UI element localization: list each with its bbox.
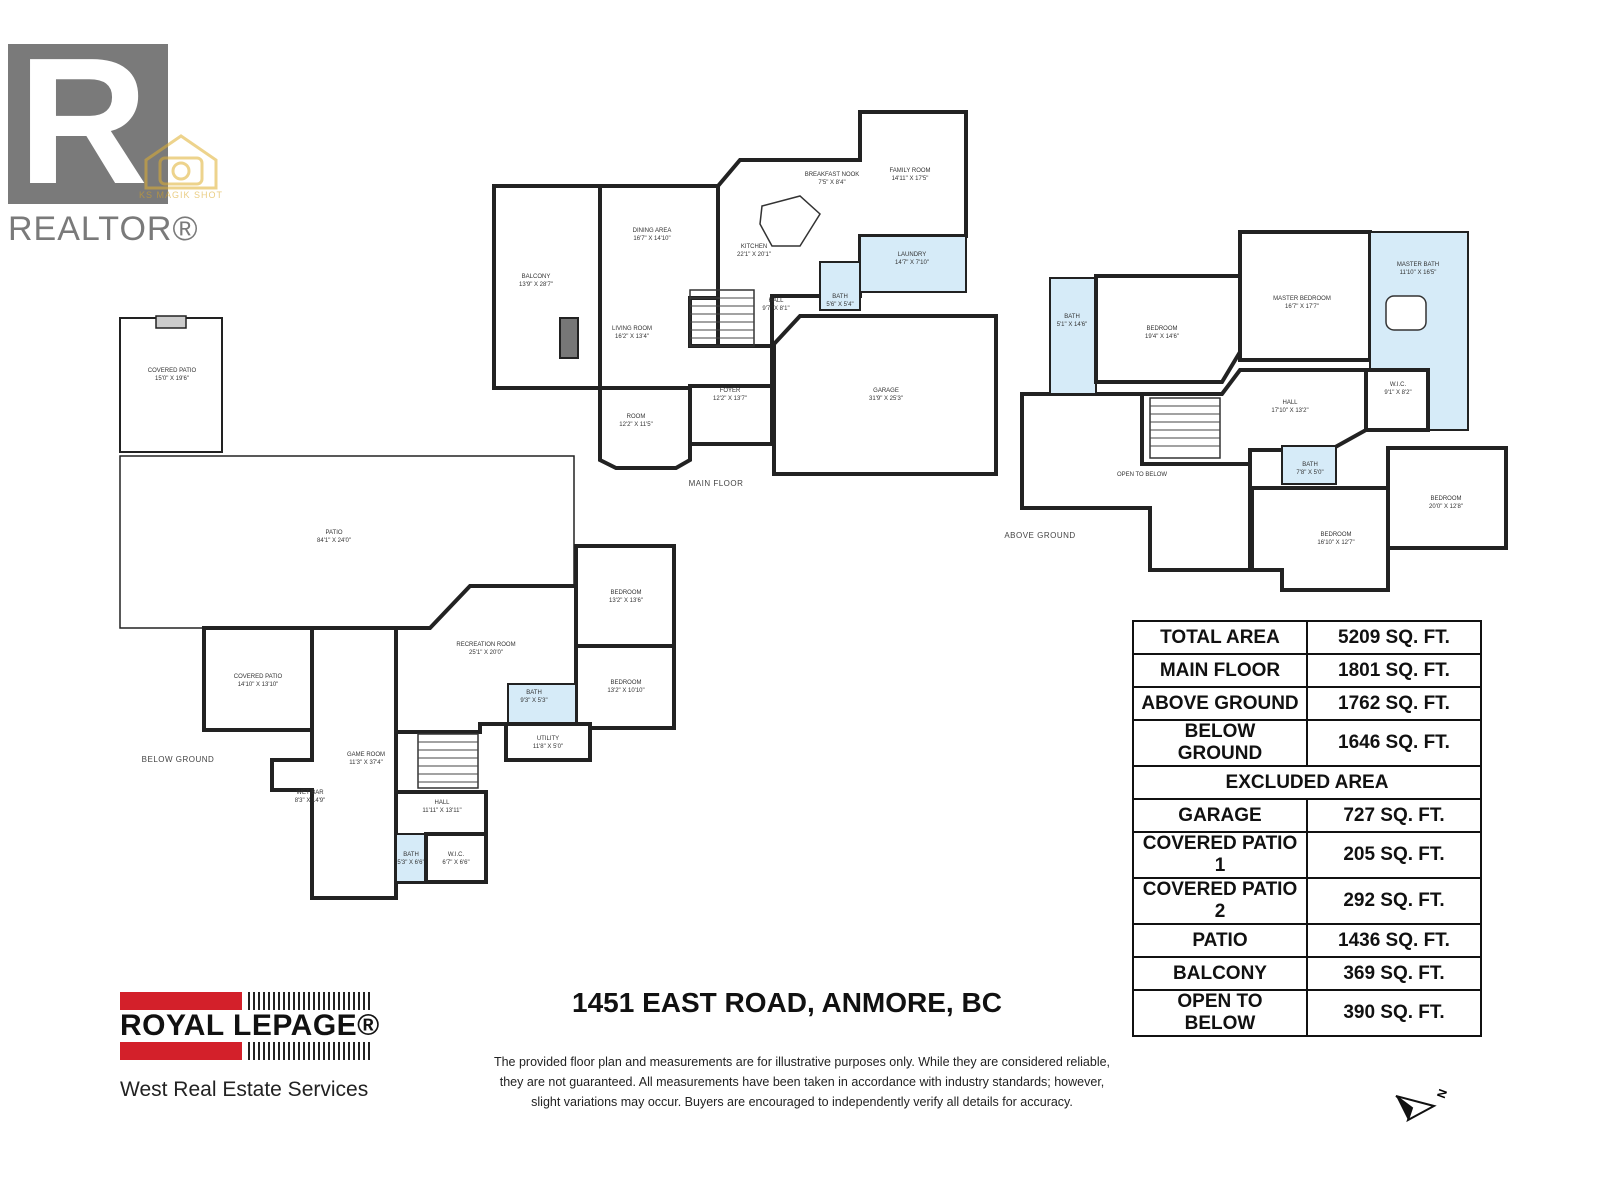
main-floor-label: MAIN FLOOR xyxy=(688,479,744,488)
area-table xyxy=(1132,620,1482,1037)
svg-text:BATH xyxy=(1302,462,1318,468)
below-game-name: GAME ROOM xyxy=(346,752,386,758)
svg-text:W.I.C. xyxy=(1390,382,1407,388)
agency-logo-red-bar-bottom xyxy=(120,1042,242,1060)
below-bbq xyxy=(156,316,186,328)
svg-text:ABOVE GROUND xyxy=(1004,531,1075,540)
above-master-bed-dims: 16'7" X 17'7" xyxy=(1285,304,1319,310)
main-hall-name: HALL xyxy=(768,298,784,304)
svg-text:BATH xyxy=(832,294,848,300)
svg-text:MASTER BEDROOM xyxy=(1273,296,1331,302)
svg-text:BEDROOM xyxy=(1430,496,1461,502)
main-kitchen-dims: 22'1" X 20'1" xyxy=(737,252,771,258)
below-bath-dims: 9'3" X 5'3" xyxy=(520,698,548,704)
below-utility-dims: 11'8" X 5'0" xyxy=(532,744,564,750)
main-living-dims: 16'2" X 13'4" xyxy=(615,334,649,340)
svg-text:14'11" X 17'5" xyxy=(892,176,929,182)
above-bedroom2-name: BEDROOM xyxy=(1430,496,1462,502)
svg-text:16'10" X 12'7" xyxy=(1317,540,1354,546)
svg-text:7'8" X 5'0" xyxy=(1296,470,1323,476)
area-label: ABOVE GROUND xyxy=(1133,687,1307,720)
area-value: 1646 SQ. FT. xyxy=(1307,720,1481,766)
above-wic-dims: 9'1" X 8'2" xyxy=(1384,390,1412,396)
svg-text:OPEN TO BELOW xyxy=(1117,472,1167,478)
table-row xyxy=(1133,654,1481,687)
below-bedroom2-dims: 13'2" X 10'10" xyxy=(607,688,645,694)
svg-text:MASTER BATH xyxy=(1397,262,1439,268)
above-bath2-name: BATH xyxy=(1302,462,1318,468)
svg-text:W.I.C. xyxy=(448,852,465,858)
area-label: TOTAL AREA xyxy=(1133,621,1307,654)
above-master-bed-name: MASTER BEDROOM xyxy=(1273,296,1331,302)
agency-logo-red-bar-top xyxy=(120,992,242,1010)
svg-text:13'9" X 28'7" xyxy=(519,282,553,288)
area-label: GARAGE xyxy=(1133,799,1307,832)
above-bedroom1-dims: 19'4" X 14'6" xyxy=(1145,334,1179,340)
svg-text:19'4" X 14'6" xyxy=(1145,334,1179,340)
agency-logo-name: ROYAL LEPAGE® xyxy=(120,1009,380,1042)
table-row xyxy=(1133,957,1481,990)
below-bath2-dims: 5'3" X 6'6" xyxy=(397,860,425,866)
main-kitchen-name: KITCHEN xyxy=(740,244,768,250)
below-bedroom1 xyxy=(576,546,674,646)
area-label: BELOW GROUND xyxy=(1133,720,1307,766)
below-bedroom1-name: BEDROOM xyxy=(610,590,642,596)
svg-text:BELOW GROUND xyxy=(142,755,215,764)
svg-text:HALL xyxy=(434,800,450,806)
svg-text:16'7" X 17'7" xyxy=(1285,304,1319,310)
watermark-text: KS MAGIK SHOT xyxy=(138,190,223,200)
area-value: 369 SQ. FT. xyxy=(1307,957,1481,990)
area-value: 292 SQ. FT. xyxy=(1307,878,1481,924)
svg-text:15'0" X 19'6" xyxy=(155,376,189,382)
below-bedroom1-dims: 13'2" X 13'6" xyxy=(609,598,643,604)
svg-text:12'2" X 11'5" xyxy=(619,422,652,428)
agency-logo xyxy=(120,992,380,1112)
svg-text:20'0" X 12'8" xyxy=(1429,504,1463,510)
main-foyer-dims: 12'2" X 13'7" xyxy=(713,396,747,402)
svg-text:HALL xyxy=(1282,400,1298,406)
above-bath1-name: BATH xyxy=(1064,314,1080,320)
svg-text:12'2" X 13'7" xyxy=(713,396,747,402)
main-room-name: ROOM xyxy=(626,414,646,420)
main-fireplace xyxy=(560,318,578,358)
svg-text:16'2" X 13'4" xyxy=(615,334,649,340)
svg-text:13'2" X 13'6" xyxy=(609,598,643,604)
svg-text:7'5" X 8'4" xyxy=(818,180,845,186)
svg-text:GAME ROOM xyxy=(347,752,385,758)
north-arrow-icon xyxy=(1394,1084,1454,1124)
above-ground-plan xyxy=(1004,232,1506,590)
above-wic-name: W.I.C. xyxy=(1389,382,1407,388)
below-wic xyxy=(426,834,486,882)
above-bedroom3-dims: 16'10" X 12'7" xyxy=(1317,540,1355,546)
below-covered-patio1 xyxy=(120,318,222,452)
below-covered-patio1-name: COVERED PATIO xyxy=(147,368,197,374)
below-patio-dims: 84'1" X 24'0" xyxy=(317,538,351,544)
realtor-logo-letter: R xyxy=(18,21,148,222)
main-dining-name: DINING AREA xyxy=(632,228,672,234)
svg-text:FOYER xyxy=(720,388,741,394)
main-hall-dims: 9'7" X 8'1" xyxy=(762,306,790,312)
main-family-dims: 14'11" X 17'5" xyxy=(891,176,929,182)
area-value: 1762 SQ. FT. xyxy=(1307,687,1481,720)
svg-text:17'10" X 13'2" xyxy=(1271,408,1308,414)
disclaimer-line: The provided floor plan and measurements are for illustrative purposes only. While they are considered reliable, xyxy=(493,1055,1111,1069)
above-bedroom1-name: BEDROOM xyxy=(1146,326,1178,332)
svg-text:11'11" X 13'11" xyxy=(422,808,461,814)
main-floor-plan xyxy=(494,112,996,488)
below-utility-name: UTILITY xyxy=(536,736,560,742)
area-value: 390 SQ. FT. xyxy=(1307,990,1481,1036)
svg-text:BALCONY xyxy=(522,274,551,280)
below-utility xyxy=(506,724,590,760)
below-bath2 xyxy=(396,834,426,882)
below-ground-plan xyxy=(120,316,674,898)
above-ground-label: ABOVE GROUND xyxy=(1004,531,1076,540)
above-wic xyxy=(1366,370,1428,430)
above-open-name: OPEN TO BELOW xyxy=(1116,472,1168,478)
svg-text:HALL xyxy=(768,298,784,304)
below-ground-label: BELOW GROUND xyxy=(141,755,215,764)
below-wetbar-name: WET BAR xyxy=(296,790,324,796)
table-row xyxy=(1133,799,1481,832)
main-living-name: LIVING ROOM xyxy=(611,326,653,332)
table-row xyxy=(1133,832,1481,878)
svg-text:9'1" X 8'2" xyxy=(1384,390,1411,396)
svg-text:14'10" X 13'10" xyxy=(238,682,279,688)
svg-text:ROOM xyxy=(627,414,646,420)
agency-logo-subtitle: West Real Estate Services xyxy=(120,1078,369,1101)
svg-text:8'3" X 14'9" xyxy=(295,798,326,804)
main-bath-dims: 5'6" X 5'4" xyxy=(826,302,854,308)
svg-text:COVERED PATIO xyxy=(234,674,283,680)
area-value: 5209 SQ. FT. xyxy=(1307,621,1481,654)
below-recreation-name: RECREATION ROOM xyxy=(456,642,516,648)
disclaimer-line: they are not guaranteed. All measurements have been taken in accordance with industry standards; however, xyxy=(499,1075,1105,1089)
svg-text:COVERED PATIO xyxy=(148,368,197,374)
table-row xyxy=(1133,766,1481,799)
svg-text:9'7" X 8'1" xyxy=(762,306,789,312)
table-row xyxy=(1133,621,1481,654)
above-bedroom3-name: BEDROOM xyxy=(1320,532,1352,538)
main-room-dims: 12'2" X 11'5" xyxy=(619,422,653,428)
below-game-dims: 11'3" X 37'4" xyxy=(349,760,383,766)
table-row xyxy=(1133,687,1481,720)
svg-text:PATIO xyxy=(325,530,342,536)
svg-text:84'1" X 24'0" xyxy=(317,538,351,544)
svg-text:WET BAR xyxy=(296,790,324,796)
main-laundry-name: LAUNDRY xyxy=(897,252,927,258)
below-bedroom2-name: BEDROOM xyxy=(610,680,642,686)
svg-text:BEDROOM xyxy=(610,590,641,596)
below-stairs xyxy=(418,734,478,788)
svg-text:FAMILY ROOM xyxy=(889,168,930,174)
above-bath1-dims: 5'1" X 14'6" xyxy=(1056,322,1088,328)
area-value: 1436 SQ. FT. xyxy=(1307,924,1481,957)
area-label: PATIO xyxy=(1133,924,1307,957)
main-foyer-name: FOYER xyxy=(719,388,741,394)
below-covered-patio2-dims: 14'10" X 13'10" xyxy=(237,682,279,688)
area-label: OPEN TO BELOW xyxy=(1133,990,1307,1036)
svg-text:GARAGE xyxy=(873,388,899,394)
table-row xyxy=(1133,878,1481,924)
table-row xyxy=(1133,720,1481,766)
disclaimer xyxy=(452,1052,1152,1112)
svg-text:DINING AREA xyxy=(633,228,672,234)
svg-text:25'1" X 20'0" xyxy=(469,650,503,656)
below-hall-name: HALL xyxy=(434,800,450,806)
below-hall-dims: 11'11" X 13'11" xyxy=(422,808,462,814)
above-bath2-dims: 7'8" X 5'0" xyxy=(1296,470,1324,476)
svg-text:22'1" X 20'1" xyxy=(737,252,771,258)
property-address: 1451 EAST ROAD, ANMORE, BC xyxy=(572,987,1002,1018)
svg-text:BATH xyxy=(403,852,419,858)
svg-text:5'6" X 5'4" xyxy=(826,302,853,308)
svg-text:LAUNDRY xyxy=(898,252,927,258)
below-bath-name: BATH xyxy=(526,690,542,696)
area-value: 205 SQ. FT. xyxy=(1307,832,1481,878)
svg-text:6'7" X 6'6" xyxy=(442,860,469,866)
svg-text:BEDROOM xyxy=(1320,532,1351,538)
below-wic-dims: 6'7" X 6'6" xyxy=(442,860,470,866)
main-garage-name: GARAGE xyxy=(873,388,899,394)
area-label: COVERED PATIO 2 xyxy=(1133,878,1307,924)
table-row xyxy=(1133,990,1481,1036)
svg-text:BEDROOM xyxy=(1146,326,1177,332)
north-letter: N xyxy=(1434,1087,1451,1101)
svg-text:11'10" X 16'5" xyxy=(1400,270,1437,276)
excluded-area-header: EXCLUDED AREA xyxy=(1133,766,1481,799)
svg-text:LIVING ROOM xyxy=(612,326,652,332)
main-foyer xyxy=(690,386,772,444)
svg-text:14'7" X 7'10" xyxy=(895,260,929,266)
svg-text:UTILITY xyxy=(537,736,559,742)
above-hall-name: HALL xyxy=(1282,400,1298,406)
below-bath xyxy=(508,684,576,724)
svg-text:31'9" X 25'3" xyxy=(869,396,903,402)
area-label: BALCONY xyxy=(1133,957,1307,990)
table-row xyxy=(1133,924,1481,957)
above-master-bath-name: MASTER BATH xyxy=(1396,262,1440,268)
below-bedroom2 xyxy=(576,646,674,728)
area-value: 727 SQ. FT. xyxy=(1307,799,1481,832)
area-label: COVERED PATIO 1 xyxy=(1133,832,1307,878)
svg-text:5'1" X 14'6" xyxy=(1057,322,1088,328)
realtor-logo-word: REALTOR® xyxy=(8,210,199,248)
main-dining-dims: 16'7" X 14'10" xyxy=(633,236,671,242)
main-room xyxy=(600,388,690,468)
main-laundry-dims: 14'7" X 7'10" xyxy=(895,260,929,266)
above-bathtub xyxy=(1386,296,1426,330)
main-garage xyxy=(774,316,996,474)
main-family-name: FAMILY ROOM xyxy=(889,168,931,174)
below-wetbar-dims: 8'3" X 14'9" xyxy=(294,798,326,804)
above-bath-left xyxy=(1050,278,1096,394)
above-bedroom2-dims: 20'0" X 12'8" xyxy=(1429,504,1463,510)
svg-text:11'3" X 37'4" xyxy=(349,760,382,766)
below-recreation-dims: 25'1" X 20'0" xyxy=(469,650,503,656)
svg-text:KITCHEN xyxy=(741,244,767,250)
svg-text:11'8" X 5'0" xyxy=(533,744,563,750)
main-balcony-name: BALCONY xyxy=(521,274,551,280)
main-bath-name: BATH xyxy=(832,294,848,300)
main-garage-dims: 31'9" X 25'3" xyxy=(869,396,903,402)
area-value: 1801 SQ. FT. xyxy=(1307,654,1481,687)
svg-text:MAIN FLOOR xyxy=(689,479,744,488)
svg-text:RECREATION ROOM xyxy=(456,642,515,648)
below-bath2-name: BATH xyxy=(403,852,419,858)
agency-logo-stripes-bottom xyxy=(248,1042,370,1060)
disclaimer-line: slight variations may occur. Buyers are encouraged to independently verify all details for accuracy. xyxy=(531,1095,1073,1109)
main-balcony-dims: 13'9" X 28'7" xyxy=(519,282,553,288)
above-hall-dims: 17'10" X 13'2" xyxy=(1271,408,1309,414)
below-covered-patio2-name: COVERED PATIO xyxy=(233,674,283,680)
below-patio-name: PATIO xyxy=(325,530,343,536)
svg-text:5'3" X 6'6" xyxy=(397,860,424,866)
svg-text:BATH xyxy=(526,690,542,696)
svg-text:9'3" X 5'3" xyxy=(520,698,547,704)
svg-text:N xyxy=(1434,1087,1450,1100)
svg-text:BREAKFAST NOOK xyxy=(805,172,860,178)
svg-text:16'7" X 14'10" xyxy=(633,236,670,242)
svg-text:BEDROOM xyxy=(610,680,641,686)
svg-text:13'2" X 10'10" xyxy=(607,688,644,694)
main-breakfast-name: BREAKFAST NOOK xyxy=(804,172,860,178)
area-label: MAIN FLOOR xyxy=(1133,654,1307,687)
above-bedroom-bottom xyxy=(1252,488,1388,590)
svg-text:BATH xyxy=(1064,314,1080,320)
below-covered-patio1-dims: 15'0" X 19'6" xyxy=(155,376,189,382)
main-breakfast-dims: 7'5" X 8'4" xyxy=(818,180,846,186)
agency-logo-stripes-top xyxy=(248,992,370,1010)
below-wic-name: W.I.C. xyxy=(447,852,465,858)
above-master-bath-dims: 11'10" X 16'5" xyxy=(1399,270,1437,276)
